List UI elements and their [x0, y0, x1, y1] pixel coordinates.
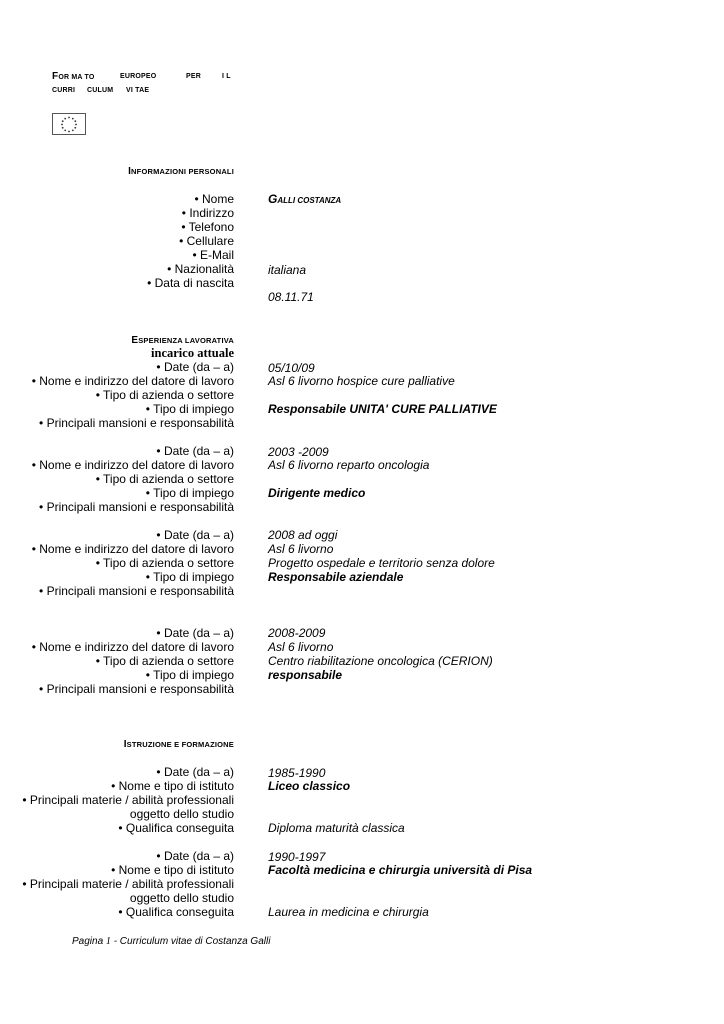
- label-date: • Date (da – a): [156, 626, 234, 640]
- label-phone: • Telefono: [181, 220, 234, 234]
- job-date: 05/10/09: [268, 361, 315, 375]
- label-subjects-cont: oggetto dello studio: [129, 891, 234, 905]
- header-word: EUROPEO: [120, 73, 157, 80]
- job-date: 2008-2009: [268, 626, 326, 640]
- label-date: • Date (da – a): [156, 444, 234, 458]
- section-title-experience: ESPERIENZA LAVORATIVA: [131, 335, 234, 346]
- header-word: OR MA TO: [58, 74, 95, 81]
- label-institute: • Nome e tipo di istituto: [111, 863, 234, 877]
- header-word: I L: [222, 73, 231, 80]
- job-role: Dirigente medico: [268, 486, 366, 500]
- label-date: • Date (da – a): [156, 765, 234, 779]
- header-cap: F: [52, 71, 59, 82]
- label-date: • Date (da – a): [156, 360, 234, 374]
- header-word: VI TAE: [126, 87, 150, 94]
- eu-flag-icon: [52, 113, 86, 135]
- label-email: • E-Mail: [192, 248, 234, 262]
- nationality-value: italiana: [268, 263, 307, 277]
- page-number: 1: [105, 936, 111, 947]
- edu-date: 1990-1997: [268, 850, 326, 864]
- label-role: • Tipo di impiego: [145, 486, 234, 500]
- edu-qualification: Diploma maturità classica: [268, 821, 405, 835]
- label-nationality: • Nazionalità: [167, 262, 234, 276]
- edu-qualification: Laurea in medicina e chirurgia: [268, 905, 429, 919]
- label-sector: • Tipo di azienda o settore: [95, 556, 234, 570]
- edu-institute: Liceo classico: [268, 779, 351, 793]
- label-address: • Indirizzo: [181, 206, 234, 220]
- edu-date: 1985-1990: [268, 766, 326, 780]
- label-date: • Date (da – a): [156, 849, 234, 863]
- page-footer: Pagina 1 - Curriculum vitae di Costanza Galli: [72, 936, 271, 947]
- label-institute: • Nome e tipo di istituto: [111, 779, 234, 793]
- job-role: Responsabile UNITA' CURE PALLIATIVE: [268, 402, 497, 416]
- job-role: responsabile: [268, 668, 343, 682]
- job-employer: Asl 6 livorno hospice cure palliative: [268, 374, 455, 388]
- label-mobile: • Cellulare: [179, 234, 234, 248]
- label-duties: • Principali mansioni e responsabilità: [39, 682, 234, 696]
- header-word: PER: [186, 73, 201, 80]
- edu-institute: Facoltà medicina e chirurgia università di Pisa: [268, 863, 533, 877]
- current-position-subtitle: incarico attuale: [151, 346, 234, 360]
- birth-date-value: 08.11.71: [268, 290, 314, 304]
- label-employer: • Nome e indirizzo del datore di lavoro: [31, 542, 234, 556]
- job-date: 2008 ad oggi: [268, 528, 338, 542]
- label-subjects: • Principali materie / abilità professionali: [22, 793, 234, 807]
- section-title-personal: INFORMAZIONI PERSONALI: [128, 166, 234, 177]
- label-subjects: • Principali materie / abilità professionali: [22, 877, 234, 891]
- header-word: CULUM: [87, 87, 114, 94]
- label-sector: • Tipo di azienda o settore: [95, 388, 234, 402]
- eu-stars-icon: [53, 114, 85, 134]
- label-qualification: • Qualifica conseguita: [118, 905, 234, 919]
- label-duties: • Principali mansioni e responsabilità: [39, 416, 234, 430]
- job-employer: Asl 6 livorno: [268, 542, 334, 556]
- section-title-education: ISTRUZIONE E FORMAZIONE: [123, 739, 234, 750]
- label-employer: • Nome e indirizzo del datore di lavoro: [31, 640, 234, 654]
- label-duties: • Principali mansioni e responsabilità: [39, 500, 234, 514]
- label-qualification: • Qualifica conseguita: [118, 821, 234, 835]
- header-line-1: [52, 71, 95, 82]
- label-sector: • Tipo di azienda o settore: [95, 654, 234, 668]
- label-employer: • Nome e indirizzo del datore di lavoro: [31, 374, 234, 388]
- label-date: • Date (da – a): [156, 528, 234, 542]
- job-sector: Progetto ospedale e territorio senza dolore: [268, 556, 495, 570]
- job-role: Responsabile aziendale: [268, 570, 404, 584]
- label-subjects-cont: oggetto dello studio: [129, 807, 234, 821]
- header-word: CURRI: [52, 87, 76, 94]
- job-date: 2003 -2009: [268, 445, 329, 459]
- label-role: • Tipo di impiego: [145, 402, 234, 416]
- label-duties: • Principali mansioni e responsabilità: [39, 584, 234, 598]
- label-employer: • Nome e indirizzo del datore di lavoro: [31, 458, 234, 472]
- job-employer: Asl 6 livorno reparto oncologia: [268, 458, 430, 472]
- person-name: GALLI COSTANZA: [268, 192, 342, 206]
- label-sector: • Tipo di azienda o settore: [95, 472, 234, 486]
- job-employer: Asl 6 livorno: [268, 640, 334, 654]
- label-role: • Tipo di impiego: [145, 668, 234, 682]
- label-name: • Nome: [194, 192, 234, 206]
- label-birth-date: • Data di nascita: [147, 276, 234, 290]
- label-role: • Tipo di impiego: [145, 570, 234, 584]
- job-sector: Centro riabilitazione oncologica (CERION): [268, 654, 493, 668]
